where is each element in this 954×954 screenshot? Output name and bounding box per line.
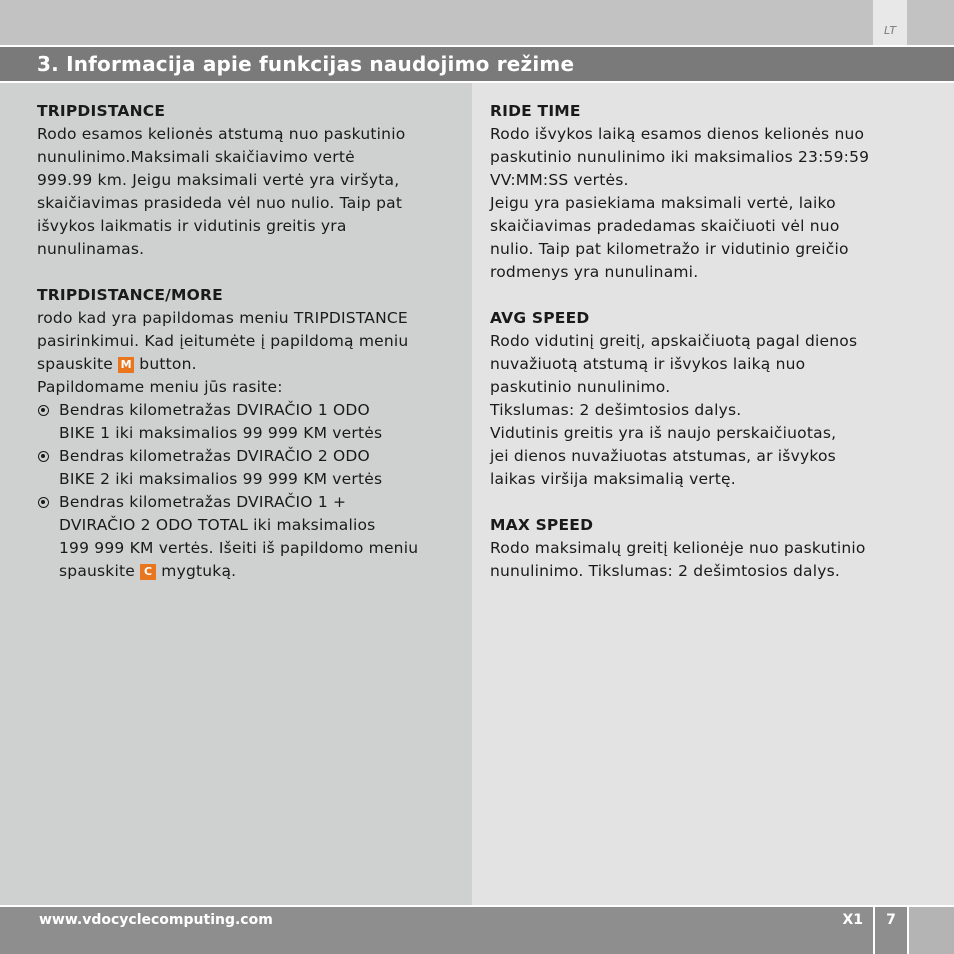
text-line: Rodo vidutinį greitį, apskaičiuotą pagal dienos [490,332,858,350]
bullet-item [37,491,457,583]
text-line: nunulinimo.Maksimali skaičiavimo vertė [37,148,355,166]
text-line: Vidutinis greitis yra iš naujo perskaičiuotas, [490,424,837,442]
tripdistance-more-heading: TRIPDISTANCE/MORE [37,286,223,304]
text-line: BIKE 1 iki maksimalios 99 999 KM vertės [59,424,383,442]
text-line [37,353,457,376]
text-line: Rodo išvykos laiką esamos dienos kelionės nuo [490,125,865,143]
text-line: laikas viršija maksimalią vertę. [490,470,736,488]
avg-speed-section [490,307,920,491]
text-line: rodmenys yra nunulinami. [490,263,699,281]
page-number: 7 [886,912,896,928]
text-line: išvykos laikmatis ir vidutinis greitis yra [37,217,347,235]
max-speed-heading: MAX SPEED [490,516,594,534]
text-line: Bendras kilometražas DVIRAČIO 1 ODO [59,401,370,419]
top-bar [0,0,954,45]
max-speed-section [490,514,920,583]
text-line: nulio. Taip pat kilometražo ir vidutinio greičio [490,240,849,258]
text-line: jei dienos nuvažiuotas atstumas, ar išvykos [490,447,836,465]
text-line: Bendras kilometražas DVIRAČIO 1 + [59,493,347,511]
text-line: Bendras kilometražas DVIRAČIO 2 ODO [59,447,370,465]
press-suffix: mygtuką. [161,562,237,580]
text-line: VV:MM:SS vertės. [490,171,629,189]
text-line [59,560,457,583]
text-line: rodo kad yra papildomas meniu TRIPDISTANCE [37,309,408,327]
website-link[interactable]: www.vdocyclecomputing.com [39,912,273,928]
text-line: paskutinio nunulinimo iki maksimalios 23:59:59 [490,148,870,166]
press-prefix: spauskite [37,355,114,373]
text-line: BIKE 2 iki maksimalios 99 999 KM vertės [59,470,383,488]
c-button-icon: C [140,564,156,580]
right-column [490,100,920,583]
section-title: 3. Informacija apie funkcijas naudojimo režime [37,52,575,76]
text-line: nuvažiuotą atstumą ir išvykos laiką nuo [490,355,806,373]
text-line: nunulinimo. Tikslumas: 2 dešimtosios dalys. [490,562,840,580]
left-column [37,100,457,583]
text-line: Tikslumas: 2 dešimtosios dalys. [490,401,742,419]
text-line: skaičiavimas prasideda vėl nuo nulio. Taip pat [37,194,403,212]
press-suffix: button. [139,355,197,373]
text-line: paskutinio nunulinimo. [490,378,671,396]
tripdistance-more-section [37,284,457,583]
text-line: nunulinamas. [37,240,145,258]
text-line: 199 999 KM vertės. Išeiti iš papildomo meniu [59,539,419,557]
avg-speed-heading: AVG SPEED [490,309,590,327]
text-line: Rodo maksimalų greitį kelionėje nuo paskutinio [490,539,866,557]
language-tab [873,0,907,45]
text-line: pasirinkimui. Kad įeitumėte į papildomą meniu [37,332,409,350]
ride-time-section [490,100,920,284]
text-line: DVIRAČIO 2 ODO TOTAL iki maksimalios [59,516,376,534]
bullet-circle-icon [38,405,49,416]
text-line: Rodo esamos kelionės atstumą nuo paskutinio [37,125,406,143]
model-label: X1 [842,912,863,928]
language-label: LT [883,24,897,37]
bullet-circle-icon [38,497,49,508]
bullet-circle-icon [38,451,49,462]
text-line: 999.99 km. Jeigu maksimali vertė yra viršyta, [37,171,400,189]
m-button-icon: M [118,357,134,373]
bullet-item [37,445,457,491]
section-header [0,47,954,81]
press-prefix: spauskite [59,562,136,580]
text-line: Jeigu yra pasiekiama maksimali vertė, laiko [490,194,836,212]
footer [0,907,954,954]
text-line: skaičiavimas pradedamas skaičiuoti vėl nuo [490,217,840,235]
tripdistance-heading: TRIPDISTANCE [37,102,166,120]
submenu-intro: Papildomame meniu jūs rasite: [37,378,283,396]
bullet-item [37,399,457,445]
ride-time-heading: RIDE TIME [490,102,581,120]
footer-end-block [907,907,954,954]
tripdistance-section [37,100,457,261]
